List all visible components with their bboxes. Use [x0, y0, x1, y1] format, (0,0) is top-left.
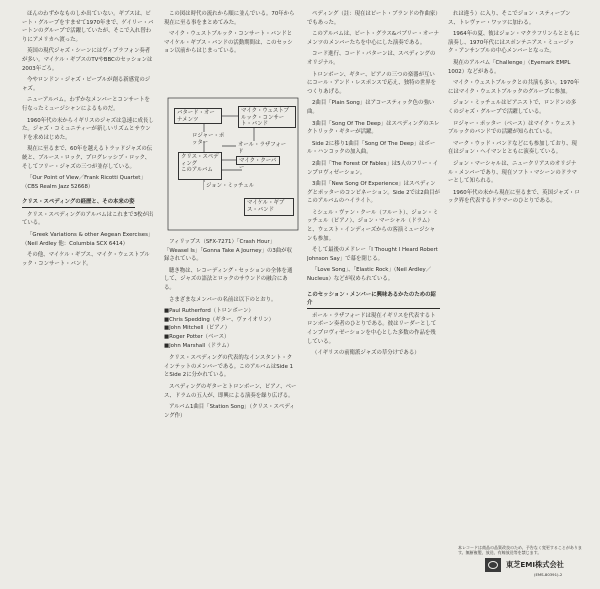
column-4-paragraph: 1964年の夏、彼はジョン・マクラフリンらとともに演奏し、1970年代にはスポンテニアス・ミュージック・アンサンブルの中心メンバーとなった。: [448, 31, 580, 55]
column-2-top-paragraph: マイク・ウェストブルック・コンサート・バンドとマイケル・ギブス・バンドの活動期間は、このセッション以前からはじまっている。: [164, 31, 293, 55]
column-3-paragraph: このアルバムは、ビート・グラス&パブリー・オーナメンツのメンバーたちを中心にした演奏である。: [307, 31, 440, 46]
column-1-paragraph: クリス・スペディングのアルバムはこれまで3枚が出ている。: [22, 211, 154, 227]
member-item: ■Paul Rutherford（トロンボーン）: [164, 308, 254, 315]
column-1-paragraph: 1960年代の末からイギリスのジャズは急速に成長した。ジャズ・コミュニティーが新しいリズムとサウンドを求めはじめた。: [22, 117, 154, 141]
column-4-paragraph: マーク・ウッド・バンドなどにも参加しており、現在はジョン・ヘイマンとともに演奏している。: [448, 140, 577, 156]
column-2-paragraph: アルバム1曲目「Station Song」（クリス・スペディング作）: [164, 404, 295, 419]
emi-logo-icon: [485, 558, 501, 572]
column-3-paragraph: 3曲目「New Song Of Experience」はスペディングとポッターのコンビネーション。Side 2では2曲目がこのアルバムのハイライト。: [307, 181, 440, 205]
diagram-node: オール・ラザフォード: [236, 141, 292, 150]
diagram-node: バタード・オーナメンツ: [174, 108, 222, 124]
company-name: 東芝EMI株式会社: [506, 560, 564, 569]
diagram-node: マイケル・ギブス・バンド: [244, 198, 294, 216]
column-3-paragraph: （イギリスの前衛派ジャズの草分けである）: [312, 350, 420, 357]
column-4-paragraph: ジョン・マーシャルは、ニュークリアスのオリジナル・メンバーであり、現在ソフト・マシーンのドラマーとして知られる。: [448, 160, 577, 185]
column-3-paragraph: 「Love Song」、「Elastic Rock」（Neil Ardley／Nucleus）などが収められている。: [307, 267, 432, 283]
column-2-paragraph: 聴き物は、レコーディング・セッションの全体を通して、ジャズの語法とロックのサウンドの融合にある。: [164, 267, 293, 291]
diagram-node: ロジャー・ポッター: [190, 132, 230, 141]
lineage-diagram: [164, 94, 302, 234]
column-3: [307, 10, 440, 585]
diagram-node-center: クリス・スペディング このアルバム: [178, 152, 222, 180]
catalog-code: (EMS-80391)-2: [534, 572, 563, 577]
column-2-paragraph: クリス・スペディングの代表的なインスタント・クインテットのメンバーである。このアルバムはSide 1とSide 2に分かれている。: [164, 355, 294, 379]
column-1-paragraph: その他、マイケル・ギブス、マイク・ウェストブルック・コンサート・バンド。: [22, 252, 150, 267]
column-1-paragraph: 今やロンドン・ジャズ・ビープルが創る新感覚のジャズ。: [22, 77, 151, 92]
column-1-paragraph: ほんのわずかなものしか出ていない。ギブスは、ビート・グループをすませて1970年まで、ゲイリー・バートンのグループで活躍していたが、そこで入れ替わりにアメリカへ渡った。: [22, 11, 154, 43]
column-2-top: [164, 10, 297, 92]
diagram-node: ジョン・ミッチェル: [204, 182, 264, 191]
column-4-paragraph: ジョン・ミッチェルはピアニストで、ロンドンの多くのジャズ・グループで活躍している。: [448, 100, 577, 115]
diagram-node: マイク・クーパー: [236, 156, 280, 165]
column-1-heading: クリス・スペディングの経歴と、その本来の姿: [22, 198, 135, 208]
column-3-paragraph: ペディング（註：現在はビート・ブランドの作曲家）でもあった。: [307, 11, 438, 26]
column-1-paragraph: 英国の現代ジャズ・シーンにはヴィブラフォン奏者が多い。マイケル・ギブスのTVやBBCのセッションは2003年ごろ。: [22, 48, 153, 72]
column-1-paragraph: ニューアルバム。わずかなメンバーとコンサートを行なったミュージシャンによるものだ。: [22, 97, 150, 112]
footer-notice: 本レコードは商品の品質改良のため、予告なく変更することがあります。無断複製、放送、有線放送等を禁じます。: [458, 545, 582, 555]
column-3-paragraph: Side 2に移り1曲目「Song Of The Deep」はボール・ハンコックの加入曲。: [307, 140, 436, 156]
column-3-paragraph: 2曲目「The Forest Of Fables」は5人のフリー・インプロヴィゼーション。: [307, 160, 439, 176]
column-2-members-intro: さまざまなメンバーの名前は以下のとおり。: [169, 296, 277, 303]
column-3-heading: このセッション・メンバーに興味あるかたのための紹介: [307, 291, 440, 309]
column-1-paragraph: 「Greek Variations & other Aegean Exercises」（Neil Ardley 他：Columbia SCX 6414）: [22, 232, 154, 247]
column-1: [22, 10, 155, 580]
column-2-top-paragraph: この図は時代の流れから順に並んでいる。70年から現在に至る事をまとめてみた。: [164, 11, 295, 26]
column-3-paragraph: コード進行、コード・パターンは、スペディングのオリジナル。: [307, 51, 436, 66]
column-3-paragraph: ミシェル・ヴァン・クール（フルート）、ジョン・ミッチェル（ピアノ）、ジョン・マーシャル（ドラム）と、ウェスト・インディーズからの客演ミュージシャンも参加。: [307, 209, 439, 242]
column-3-paragraph: トロンボーン、ギター、ピアノの三つの楽器が互いにコール・アンド・レスポンスで応え、独特の世界をつくりあげる。: [307, 71, 437, 95]
member-item: ■John Mitchell（ピアノ）: [164, 325, 231, 332]
member-item: ■Chris Spedding（ギター、ヴァイオリン）: [164, 316, 275, 323]
member-item: ■John Marshall（ドラム）: [164, 342, 233, 349]
column-2-paragraph: スペディングのギターとトロンボーン、ピアノ、ベース、ドラムの五人が、即興による演奏を繰り広げる。: [164, 383, 297, 399]
column-4: [448, 10, 581, 550]
column-2-paragraph: フィリップス（SFX-7271）「Crash Hour」「Weasel Is」「Gonna Take A Journey」の3曲が収録されている。: [164, 239, 292, 263]
column-3-paragraph: 3曲目「Song Of The Deep」はスペディングのエレクトリック・ギターが活躍。: [307, 120, 440, 136]
column-4-paragraph: ロジャー・ポッター（ベース）はマイク・ウェストブルックのバンドでの活躍が知られている。: [448, 120, 577, 136]
diagram-node: マイク・ウェストブルック・コンサート・バンド: [238, 106, 296, 128]
column-3-paragraph: そして最後のメドレー「I Thought I Heard Robert Johnson Say」で幕を閉じる。: [307, 247, 438, 262]
column-4-paragraph: 1960年代の末から現在に至るまで、英国ジャズ・ロック界を代表するドラマーのひとりである。: [448, 189, 580, 205]
column-1-paragraph: 「Our Point of View／Frank Ricotti Quartet」（CBS Realm Jazz 52668）: [22, 175, 146, 190]
column-4-paragraph: マイク・ウェストブルックとの共演も多い。1970年にはマイク・ウェストブルックのグループに参加。: [448, 80, 580, 95]
column-2: [164, 238, 297, 583]
column-3-paragraph: ポール・ラザフォードは現在イギリスを代表するトロンボーン奏者のひとりである。彼はリーダーとしてインプロヴィゼーションを中心とした多数の作品を残している。: [307, 312, 437, 345]
column-1-paragraph: 現在に至るまで、60年を越えるトラッドジャズの伝統と、ブルース・ロック、プログレッシブ・ロック、そしてフリー・ジャズの三つが並存している。: [22, 146, 153, 170]
column-3-paragraph: 2曲目「Plain Song」はアコースティック色の強い曲。: [307, 100, 435, 115]
column-4-paragraph: 現在のアルバム「Challenge」（Eyemark EMPL 1002）などがある。: [448, 59, 571, 75]
column-4-paragraph: れは違う）に入り、そこでジョン・スティーブンス、トレヴァー・ワッツに加わる。: [448, 11, 571, 26]
member-item: ■Roger Potter（ベース）: [164, 333, 230, 340]
